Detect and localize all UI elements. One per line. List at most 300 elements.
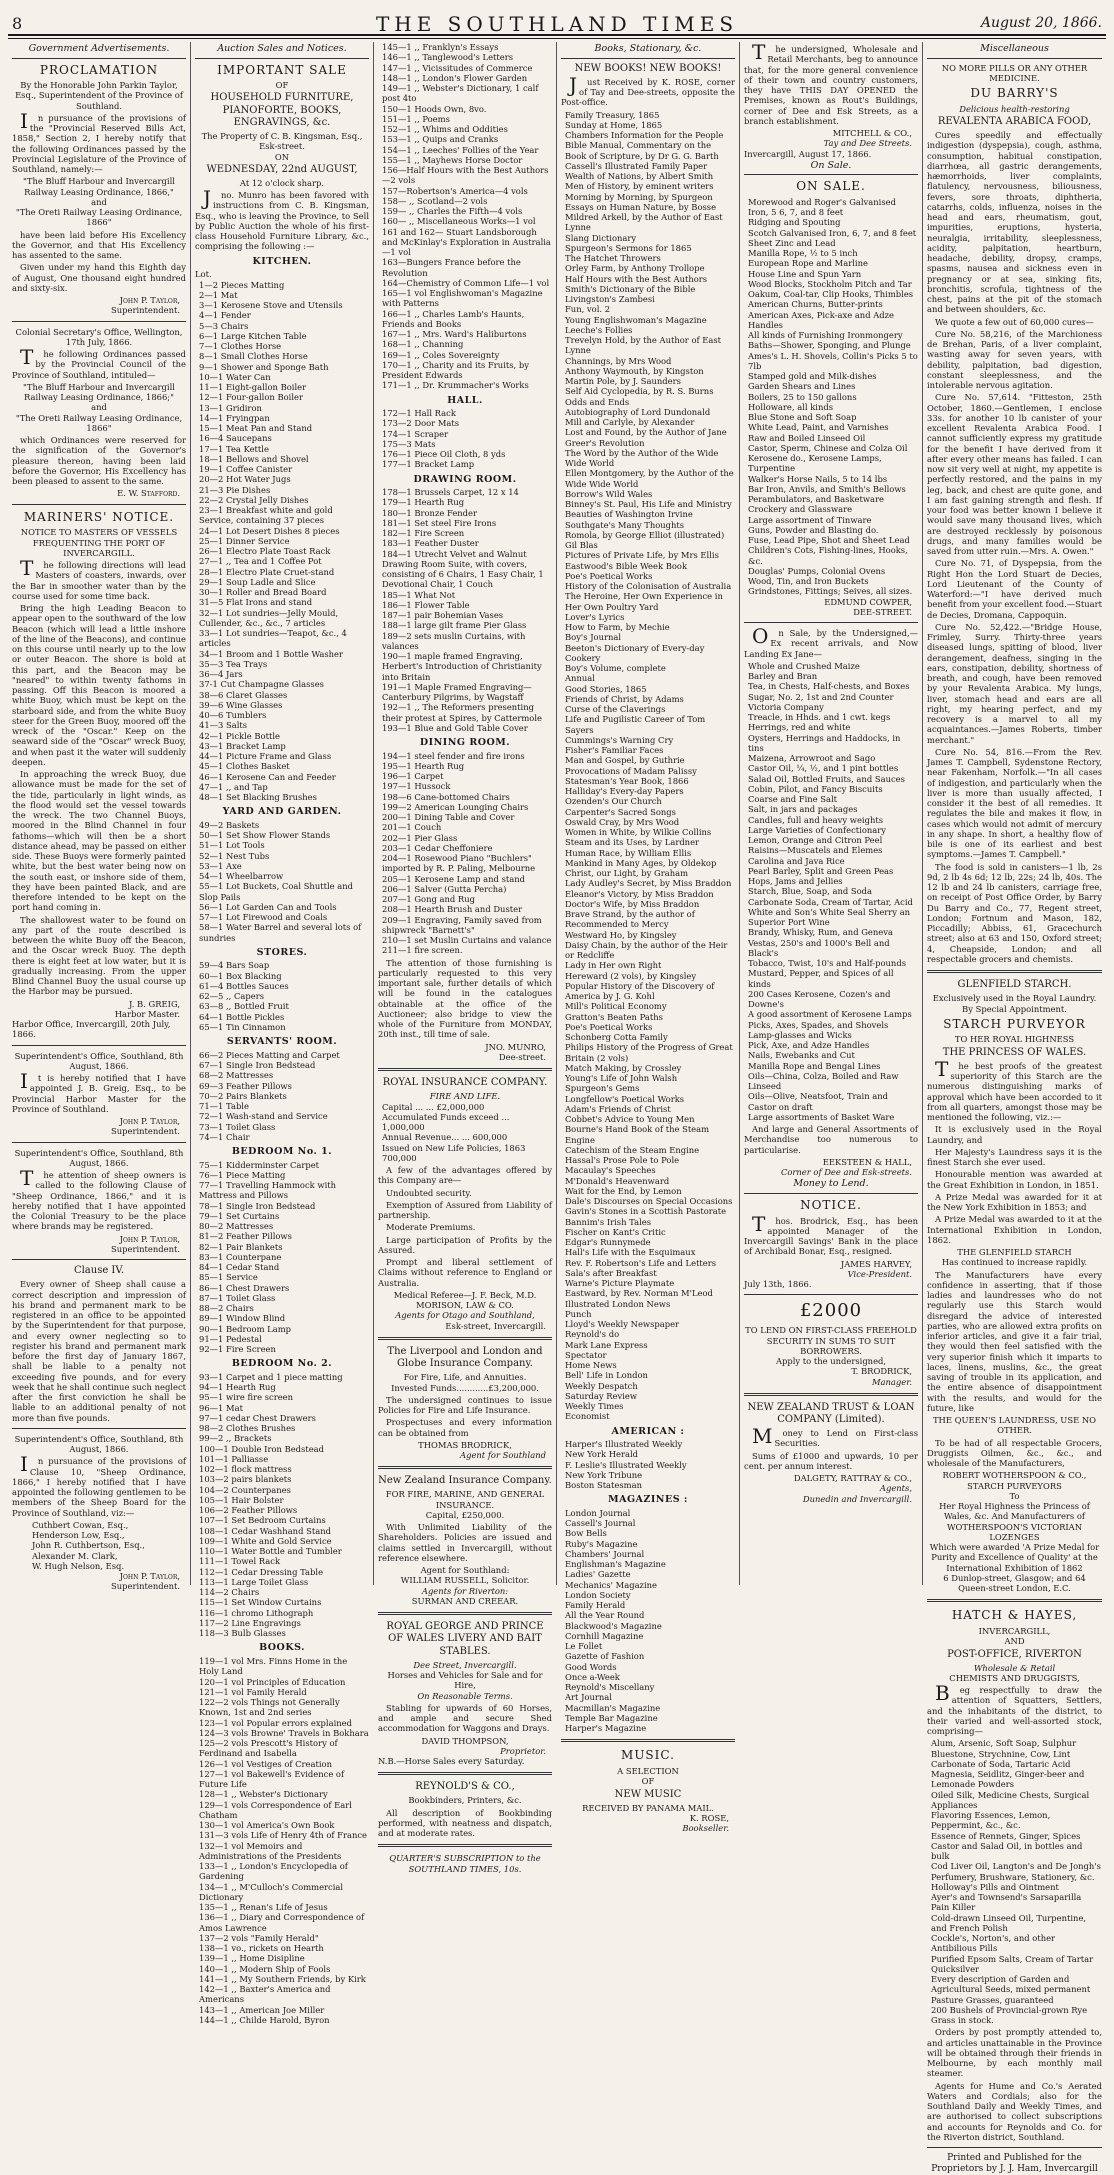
list-magazines (561, 1508, 735, 1734)
list-item: Flavoring Essences, Lemon, Peppermint, &c., &c. (931, 1810, 1051, 1831)
list-item: Alum, Arsenic, Soft Soap, Sulphur (931, 1738, 1077, 1749)
mariners-place: Harbor Office, Invercargill, 20th July, 1866. (12, 1019, 171, 1040)
dubarry-sub: Delicious health-restoring (959, 103, 1070, 114)
list-item: History of the Colonisation of Australia (565, 581, 732, 592)
list-item: Scotch Galvanised Iron, 6, 7, and 8 feet (748, 227, 917, 238)
list-item: Ruby's Magazine (565, 1538, 638, 1549)
nzi-capital: Capital, £250,000. (425, 1509, 505, 1520)
list-item: 33—1 Lot sundries—Teapot, &c., 4 articles (199, 628, 347, 649)
list-item: Romola, by George Elliot (illustrated) (565, 529, 725, 540)
list-item: Once a-Week (565, 1671, 620, 1682)
list-item: 118—3 Bulb Glasses (199, 1628, 286, 1639)
list-item: 70—2 Pairs Blankets (199, 1090, 287, 1101)
list-item: 2—1 Mat (199, 289, 238, 300)
royal-title: ROYAL INSURANCE COMPANY. (382, 1077, 548, 1089)
royal-george-nb: N.B.—Horse Sales every Saturday. (378, 1756, 525, 1767)
nzi-riverton: Agents for Riverton: (421, 1585, 509, 1596)
list-item: 62—5 ,, Capers (199, 991, 265, 1002)
list-item: Sala's after Breakfast (565, 1267, 657, 1278)
list-item: 140—1 ,, Modern Ship of Fools (199, 1963, 331, 1974)
list-item: American Churns, Butter-prints (748, 299, 883, 310)
list-item: Macmillan's Magazine (565, 1702, 661, 1713)
list-item: 12—1 Four-gallon Boiler (199, 392, 303, 403)
list-item: Daisy Chain, by the author of the Heir or Redcliffe (565, 939, 728, 961)
list-item: 152—1 ,, Whims and Oddities (382, 124, 508, 134)
list-item: Eastwood's Bible Week Book (565, 560, 688, 571)
music-line-4: RECEIVED BY PANAMA MAIL. (582, 1802, 714, 1813)
list-item: 105—1 Hair Bolster (199, 1494, 284, 1505)
issue-date: August 20, 1866. (980, 15, 1102, 31)
list-item: Channings, by Mrs Wood (565, 355, 672, 366)
list-item: Temple Bar Magazine (565, 1712, 658, 1723)
list-item: Chambers Information for the People (565, 130, 724, 141)
list-item: 94—1 Hearth Rug (199, 1382, 276, 1393)
royal-agents-3: Esk-street, Invercargill. (445, 1320, 546, 1331)
list-item: Punch (565, 1308, 592, 1319)
list-item: Oils—Olive, Neatsfoot, Train and Castor on draft (748, 1091, 889, 1112)
list-item: 209—1 Engraving, Family saved from shipwreck "Barnett's" (382, 914, 542, 935)
list-item: 60—1 Box Blacking (199, 970, 282, 981)
list-item: 200 Bushels of Provincial-grown Rye Grass in stock. (931, 2004, 1088, 2026)
list-item: Adam's Friends of Christ (565, 1103, 671, 1114)
royal-george-terms: On Reasonable Terms. (417, 1690, 513, 1701)
list-item: 183—1 Feather Duster (382, 538, 479, 549)
list-item: Sunday at Home, 1865 (565, 119, 663, 130)
list-item: 38—6 Claret Glasses (199, 689, 288, 700)
divider (927, 1599, 1102, 1602)
nzi-agent: Agent for Southland: (420, 1565, 510, 1576)
list-item: Beauties of Washington Irvine (565, 509, 693, 520)
list-item: Livingston's Zambesi (565, 294, 655, 305)
sale-of: OF (275, 80, 289, 91)
list-item: 51—1 Lot Tools (199, 840, 265, 851)
list-item: Walker's Horse Nails, 5 to 14 lbs (748, 473, 888, 484)
list-item: 159— ,, Charles the Fifth—4 vols (382, 206, 523, 216)
list-item: 89—1 Window Blind (199, 1313, 286, 1324)
list-item: Cure No. 71, of Dyspepsia, from the Right Hon the Lord Stuart de Decies, Lord Lieutenant of the County of Waterford:—"I have derived much benefit from your excellent food.—Stuart de Decies, Dromana, Cappoquin. (927, 558, 1102, 620)
list-item: Cure No. 54, 816.—From the Rev. James T. Campbell, Sydenstone Rectory, near Fakenham, Norfolk.—"In all cases of indigestion, and particularly when the liver is more than usually affected, I consider it the best of all remedies. It regulates the bile and makes it flow, in cases which would not admit of mercury in any shape. In short, a healthy flow of bile is one of its earliest and best symptoms.—James T. Campbell." (927, 746, 1102, 860)
nomore: NO MORE PILLS OR ANY OTHER MEDICINE. (941, 62, 1088, 83)
list-item: 111—1 Towel Rack (199, 1556, 281, 1567)
list-item: 208—1 Hearth Brush and Duster (382, 904, 523, 915)
list-on-sale-2 (744, 661, 918, 1122)
section-magazines: MAGAZINES : (608, 1494, 688, 1506)
list-item: 181—1 Set steel Fire Irons (382, 517, 497, 528)
colonial-body: The following Ordinances passed by the Provincial Council of the Province of Southland, intituled— (12, 345, 186, 380)
on-sale-2-intro: On Sale, by the Undersigned,— Ex recent arrivals, and Now Landing Ex Jane— (744, 624, 918, 659)
liverpool-role: Agent for Southland (460, 1450, 546, 1461)
list-item: 177—1 Bracket Lamp (382, 459, 475, 470)
supt1-role: Superintendent. (111, 1126, 180, 1137)
ordinance-2: "The Oreti Railway Leasing Ordinance, 1866" (15, 207, 183, 228)
liverpool-body: The undersigned continues to issue Policies for Fire and Life Insurance. (378, 1394, 552, 1416)
list-item: 157—Robertson's America—4 vols (382, 185, 528, 196)
list-item: Whole and Crushed Maize (748, 660, 860, 671)
list-item: 101—1 Palliasse (199, 1453, 269, 1464)
list-item: Harper's Magazine (565, 1723, 647, 1734)
list-item: 131—3 vols Life of Henry 4th of France (199, 1830, 367, 1841)
colonial-body-2: which Ordinances were reserved for the signification of the Governor's pleasure thereon, having been laid before the Governor, His Excellency has been pleased to assent to the same. (12, 435, 186, 487)
liverpool-sub: For Fire, Life, and Annuities. (403, 1372, 527, 1383)
list-item: 170—1 ,, Charity and its Fruits, by President Edwards (382, 359, 529, 380)
list-item: 174—1 Scraper (382, 428, 449, 439)
list-item: 64—1 Bottle Pickles (199, 1011, 285, 1022)
mariners-signature: J. B. GREIG, (129, 998, 180, 1009)
list-item: 187—1 pair Bohemian Vases (382, 610, 504, 621)
list-item: Superior Port Wine (748, 917, 830, 928)
list-item: 110—1 Water Bottle and Tumbler (199, 1546, 342, 1557)
list-item: 52—1 Nest Tubs (199, 850, 270, 861)
list-item: 184—1 Utrecht Velvet and Walnut Drawing Room Suite, with covers, consisting of 6 Chairs, 1 Easy Chair, 1 Devotional Chair, 1 Couch (382, 548, 544, 590)
list-item: 139—1 ,, Home Disipline (199, 1953, 305, 1964)
nztrust-sig: DALGETY, RATTRAY & CO., (793, 1473, 912, 1484)
list-item: 69—3 Feather Pillows (199, 1080, 292, 1091)
list-item: Weekly Times (565, 1401, 624, 1412)
list-item: 75—1 Kidderminster Carpet (199, 1159, 320, 1170)
list-item: 32—1 Lot sundries—Jelly Mould, Cullender, &c., &c., 7 articles (199, 607, 339, 628)
list-item: 128—1 ,, Webster's Dictionary (199, 1789, 328, 1800)
list-item: 44—1 Picture Frame and Glass (199, 751, 332, 762)
list-item: Self Aid Cyclopedia, by R. S. Burns (565, 386, 714, 397)
list-item: 8—1 Small Clothes Horse (199, 351, 308, 362)
supt1-body: It is hereby notified that I have appointed J. B. Greig, Esq., to be Provincial Harbor Master for the Province of Southland. (12, 1069, 186, 1114)
on-sale-2-close: And large and General Assortments of Merchandise too numerous to particularise. (744, 1124, 918, 1155)
list-item: 203—1 Cedar Cheffoniere (382, 842, 493, 853)
list-item: Cockle's, Norton's, and other Antibilious Pills (931, 1933, 1056, 1954)
list-item: Good Stories, 1865 (565, 683, 647, 694)
music-line-3: NEW MUSIC (614, 1788, 682, 1800)
list-item: Wood, Tin, and Iron Buckets (748, 576, 869, 587)
list-item: 154—1 ,, Leeches' Follies of the Year (382, 144, 539, 155)
list-item: Holloway's Pills and Ointment (931, 1881, 1059, 1892)
cowper-sig: EDMUND COWPER, (824, 596, 912, 607)
list-item: Fuse, Lead Pipe, Shot and Sheet Lead (748, 535, 910, 546)
list-item: Manilla Rope, ½ to 5 inch (748, 248, 858, 259)
royal-rows (378, 1102, 552, 1164)
glen-p2: It is exclusively used in the Royal Laundry, and (927, 1124, 1102, 1145)
member: Cuthbert Cowan, Esq., (32, 1519, 129, 1530)
music-line-2: OF (641, 1776, 655, 1787)
list-item: Dale's Discourses on Special Occasions (565, 1196, 733, 1207)
proclamation-body: In pursuance of the provisions of the "Provincial Reserved Bills Act, 1858," Section 2, I hereby notify that the following Ordinances passed by the Provincial Legislature of the Province of Southland, namely:— (12, 108, 186, 175)
list-cures (927, 329, 1102, 860)
list-item: 24—1 Lot Desert Dishes 8 pieces (199, 525, 340, 536)
signature: John P. Taylor, (119, 295, 180, 306)
divider (927, 2147, 1102, 2148)
list-item: Bar Iron, Anvils, and Smith's Bellows (748, 483, 906, 494)
list-item: Cobbet's Advice to Young Men (565, 1114, 695, 1125)
proclamation-by: By the Honorable John Parkin Taylor, Esq., Superintendent of the Province of Southland. (15, 80, 183, 111)
list-item: 142—1 ,, Baxter's America and Americans (199, 1984, 331, 2005)
colonial-and: and (91, 402, 107, 413)
royal-george-sig: DAVID THOMPSON, (421, 1735, 509, 1746)
list-item: Stamped gold and Milk-dishes (748, 371, 877, 382)
list-item: 7—1 Clothes Horse (199, 341, 282, 352)
sale-what: HOUSEHOLD FURNITURE, PIANOFORTE, BOOKS, ENGRAVINGS, &c. (210, 92, 354, 128)
list-item: Women in White, by Wilkie Collins (565, 827, 712, 838)
list-item: 196—1 Carpet (382, 771, 444, 782)
list-item: White and Son's White Seal Sherry an (748, 906, 911, 917)
sale-intro: Jno. Munro has been favored with instructions from C. B. Kingsman, Esq., who is leaving the Province, to Sell by Public Auction the whole of his first-class Household Furniture Library, &c., comprising the following :— (195, 186, 369, 252)
list-american (561, 1439, 735, 1490)
list-item: 193—1 Blue and Gold Table Cover (382, 722, 528, 733)
glen-queen: THE QUEEN'S LAUNDRESS, USE NO OTHER. (932, 1415, 1097, 1436)
list-item: Wealth of Nations, by Albert Smith (565, 171, 714, 182)
glenfield-by: By Special Appointment. (962, 1003, 1067, 1014)
glen-addr: 6 Dunlop-street, Glasgow; and 64 Queen-street London, E.C. (943, 1572, 1086, 1594)
list-item: 20—2 Hot Water Jugs (199, 474, 291, 485)
list-item: Cod Liver Oil, Langton's and De Jongh's (931, 1861, 1101, 1872)
list-item: 72—1 Wash-stand and Service (199, 1111, 328, 1122)
lot-label: Lot. (195, 269, 212, 280)
list-item: Carpenter's Sacred Songs (565, 806, 676, 817)
list-item: 104—2 Counterpanes (199, 1484, 291, 1495)
list-item: Cassell's Illustrated Family Paper (565, 160, 708, 171)
hatch-p1: Beg respectfully to draw the attention of Squatters, Settlers, and the inhabitants of the district, to their varied and well-assorted stock, comprising— (927, 1681, 1102, 1737)
list-item: 27—1 ,, Tea and 1 Coffee Pot (199, 556, 322, 567)
divider (12, 1259, 186, 1260)
mariners-p4: The shallowest water to be found on any part of the route described is between the white Buoy off the Beacon, and the Oscar wreck Buoy. The depth there is eight feet at low water, but it is gradually increasing. From the upper Blind Channel Buoy the usual course up the Harbor may be pursued. (12, 914, 186, 997)
list-item: 176—1 Piece Oil Cloth, 8 yds (382, 449, 506, 460)
list-item: Chambers' Journal (565, 1548, 645, 1559)
auctioneer-loc: Dee-street. (498, 1051, 546, 1062)
list-item: Weekly Despatch (565, 1380, 638, 1391)
list-item: 124—3 vols Browne' Travels in Bokhara (199, 1727, 369, 1738)
list-item: 53—1 Axe (199, 860, 242, 871)
list-item: Salt, in jars and packages (748, 804, 858, 815)
list-item: Oswald Cray, by Mrs Wood (565, 816, 680, 827)
list-item: Coarse and Fine Salt (748, 794, 838, 805)
column-header: Miscellaneous (927, 42, 1102, 59)
list-item: 42—1 Pickle Bottle (199, 730, 280, 741)
list-item: 45—1 Clothes Basket (199, 761, 290, 772)
list-item: 79—1 Set Curtains (199, 1210, 280, 1221)
list-on-sale (744, 197, 918, 597)
list-item: 11—1 Eight-gallon Boiler (199, 382, 307, 393)
list-item: 36—4 Jars (199, 669, 243, 680)
list-item: 108—1 Cedar Washhand Stand (199, 1525, 331, 1536)
liverpool-title: The Liverpool and London and Globe Insurance Company. (387, 1345, 543, 1370)
section-hall: HALL. (447, 394, 483, 406)
royal-p1: A few of the advantages offered by this Company are— (378, 1165, 552, 1186)
list-item: 4—1 Fender (199, 310, 251, 321)
list-item: Schonberg Cotta Family (565, 1032, 668, 1043)
glen-p5: A Prize Medal was awarded for it at the New York Exhibition in 1853; and (927, 1191, 1102, 1213)
list-item: 164—Chemistry of Common Life—1 vol (382, 277, 550, 288)
list-item: 82—1 Pair Blankets (199, 1241, 283, 1252)
list-item: Westward Ho, by Kingsley (565, 929, 677, 940)
nzi-agent-name: WILLIAM RUSSELL, Solicitor. (400, 1575, 530, 1586)
divider (378, 1337, 552, 1340)
list-item: Bible Manual, Commentary on the Book of Scripture, by Dr G. G. Barth (565, 140, 719, 161)
list-item: 182—1 Fire Screen (382, 528, 465, 539)
list-item: Lloyd's Weekly Newspaper (565, 1319, 680, 1330)
list-item: Gil Blas (565, 540, 598, 551)
list-item: Young Englishwoman's Magazine (565, 314, 707, 325)
list-item: Ames's L. H. Shovels, Collin's Picks 5 to 7lb (748, 350, 918, 371)
list-item: Leeche's Follies (565, 324, 633, 335)
list-item: Boston Statesman (565, 1480, 643, 1491)
divider (12, 1045, 186, 1046)
list-item: Treacle, in Hhds. and 1 cwt. kegs (748, 712, 891, 723)
proclamation-title: PROCLAMATION (39, 62, 159, 77)
list-item: 107—1 Set Bedroom Curtains (199, 1515, 326, 1526)
list-item: Lady in Her own Right (565, 960, 662, 971)
list-item: 207—1 Gong and Rug (382, 894, 475, 905)
list-item: Baths—Shower, Sponging, and Plunge (748, 340, 911, 351)
list-item: Lemon, Orange and Citron Peel (748, 835, 883, 846)
glen-p7: The Manufacturers have every confidence in asserting, that if those ladies and laundresses who do not regularly use this Starch would disregard the advice of interested parties, who are allowed extra profits on inferior articles, and give it a fair trial, they would then feel satisfied with the very superior finish which it imparts to laces, linens, muslins, &c., the great saving of trouble in its application, and the entire absence of disappointment with the results, and would for the future, like (927, 1269, 1102, 1413)
column-books (557, 42, 740, 1834)
supt2-role: Superintendent. (111, 1243, 180, 1254)
list-item: 86—1 Chest Drawers (199, 1282, 290, 1293)
reynold-title: REYNOLD'S & CO., (415, 1781, 515, 1793)
supt3-role: Superintendent. (111, 1581, 180, 1592)
list-item: Large assortments of Basket Ware (748, 1111, 895, 1122)
hatch-po: POST-OFFICE, RIVERTON (947, 1648, 1082, 1660)
lend-amount: £2000 (799, 1300, 863, 1322)
mitchell-date: Invercargill, August 17, 1866. (744, 148, 872, 159)
list-item: Lamp-glasses and Wicks (748, 1029, 852, 1040)
list-item: 48—1 Set Blacking Brushes (199, 792, 317, 803)
list-item: 141—1 ,, My Southern Friends, by Kirk (199, 1973, 366, 1984)
list-item: 116—1 chromo Lithograph (199, 1607, 314, 1618)
list-item: 88—2 Chairs (199, 1303, 254, 1314)
list-books-cont (378, 42, 552, 391)
list-item: Guns, Powder and Blasting do. (748, 524, 879, 535)
glenfield-title: GLENFIELD STARCH. (957, 979, 1072, 991)
list-item: London Society (565, 1589, 631, 1600)
list-item: 3—1 Kerosene Stove and Utensils (199, 300, 343, 311)
list-item: Barley and Bran (748, 671, 818, 682)
list-item: 119—1 vol Mrs. Finns Home in the Holy Land (199, 1656, 348, 1677)
list-item: Perfumery, Brushware, Stationery, &c. (931, 1871, 1095, 1882)
list-item: Philips History of the Progress of Great Britain (2 vols) (565, 1042, 733, 1063)
glen-p9: Her Royal Highness the Princess of Wales, &c. And Manufacturers of (939, 1501, 1090, 1522)
list-item: 150—1 Hoods Own, 8vo. (382, 103, 487, 114)
list-item: 156—Half Hours with the Best Authors—2 vols (382, 165, 549, 186)
royal-george-title: ROYAL GEORGE AND PRINCE OF WALES LIVERY AND BAIT STABLES. (386, 1621, 544, 1657)
list-item: Oils—China, Colza, Boiled and Raw Linseed (748, 1070, 899, 1092)
list-item: Longfellow's Poetical Works (565, 1093, 685, 1104)
lend-sig: T. BRODRICK, (851, 1366, 912, 1377)
list-item: Kerosene do., Kerosene Lamps, Turpentine (748, 453, 882, 474)
list-item: Warne's Picture Playmate (565, 1278, 675, 1289)
list-item: 188—1 large gilt frame Pier Glass (382, 620, 527, 631)
mariners-p3: In approaching the wreck Buoy, due allowance must be made for the set of the tide, particularly in light winds, as the flood would set the vessel towards the wreck. The two Channel Buoys, moored in the Blind Channel in four fathoms—which will then be a short distance ahead, may be passed on either side. These Buoys were formerly painted white, but the best water being now on the south east, or inshore side of them, they have been painted Black, and are therefore intended to be kept on the port hand coming in. (12, 769, 186, 913)
ordinance-and: and (91, 196, 107, 207)
list-item: 37-1 Cut Champagne Glasses (199, 679, 324, 690)
list-item: 123—1 vol Popular errors explained (199, 1717, 352, 1728)
list-item: Man and Gospel, by Guthrie (565, 755, 685, 766)
glen-p4: Honourable mention was awarded at the Great Exhibition in London, in 1851. (927, 1169, 1102, 1190)
hatch-title: HATCH & HAYES, (951, 1608, 1078, 1623)
list-stores (195, 960, 369, 1032)
column-header: Books, Stationary, &c. (561, 42, 735, 59)
list-item: Bow Bells (565, 1528, 607, 1539)
purveyor: STARCH PURVEYOR (943, 1016, 1086, 1031)
list-item: 23—1 Breakfast white and gold Service, containing 37 pieces (199, 505, 333, 526)
divider (744, 1294, 918, 1295)
list-item: Saturday Review (565, 1390, 638, 1401)
mitchell-body: The undersigned, Wholesale and Retail Merchants, beg to announce that, for the more general convenience of their town and country customers, they have THIS DAY OPENED the Premises, known as Rout's Buildings, corner of Dee and Esk Streets, as a branch establishment. (744, 40, 918, 126)
section-books: BOOKS. (259, 1642, 305, 1654)
list-item: Mustard, Pepper, and Spices of all kinds (748, 968, 894, 989)
list-item: Orley Farm, by Anthony Trollope (565, 263, 705, 274)
mitchell-sig: MITCHELL & CO., (832, 128, 912, 138)
list-item: Crockery and Glassware (748, 504, 853, 515)
list-item: 43—1 Bracket Lamp (199, 740, 286, 751)
list-item: Carolina and Java Rice (748, 855, 845, 866)
list-item: Reynold's Miscellany (565, 1682, 655, 1693)
list-item: 31—5 Flat Irons and stand (199, 597, 313, 608)
list-item: 211—1 fire screen. (382, 945, 463, 956)
divider (744, 622, 918, 623)
divider (12, 504, 186, 505)
list-item: 160— ,, Miscellaneous Works—1 vol (382, 216, 536, 227)
list-item: 25—1 Dinner Service (199, 535, 290, 546)
list-item: Illustrated London News (565, 1298, 671, 1309)
section-dining: DINING ROOM. (419, 737, 511, 749)
list-item: Pain Killer (931, 1902, 976, 1913)
notice-date: July 13th, 1866. (744, 1279, 812, 1290)
list-item: Spurgeon's Gems (565, 1083, 640, 1094)
list-item: 151—1 ,, Poems (382, 113, 450, 124)
ordinance-1: "The Bluff Harbour and Invercargill Railway Leasing Ordinance, 1866," (23, 176, 175, 197)
section-servants: SERVANTS' ROOM. (226, 1036, 338, 1048)
nzi-title: New Zealand Insurance Company. (378, 1475, 552, 1487)
list-item: Rev. F. Robertson's Life and Letters (565, 1257, 717, 1268)
list-item: Hall's Life with the Esquimaux (565, 1247, 696, 1258)
list-item: 55—1 Lot Buckets, Coal Shuttle and Slop Pails (199, 881, 353, 902)
list-item: 46—1 Kerosene Can and Feeder (199, 771, 336, 782)
list-item: 169—1 ,, Coles Sovereignty (382, 349, 500, 360)
list-item: Candles, full and heavy weights (748, 814, 884, 825)
list-item: Purified Epsom Salts, Cream of Tartar Quicksilver (931, 1953, 1094, 1974)
list-item: Good Words (565, 1661, 617, 1672)
list-item: 125—2 vols Prescott's History of Ferdinand and Isabella (199, 1738, 338, 1759)
list-item: Autobiography of Lord Dundonald (565, 406, 711, 417)
list-item: Eastward, by Rev. Norman M'Leod (565, 1288, 713, 1299)
list-item: Poe's Poetical Works (565, 1021, 653, 1032)
list-item: 66—2 Pieces Matting and Carpet (199, 1049, 340, 1060)
section-stores: STORES. (256, 946, 308, 958)
list-item: Mildred Arkell, by the Author of East Lynne (565, 212, 723, 233)
list-item: Family Herald (565, 1600, 626, 1611)
list-item: 39—6 Wine Glasses (199, 699, 283, 710)
list-item: American Axes, Pick-axe and Adze Handles (748, 309, 895, 330)
list-item: 10—1 Water Can (199, 371, 271, 382)
nztrust-role: Agents, (879, 1483, 912, 1494)
royal-p3: Exemption of Assured from Liability of partnership. (378, 1199, 552, 1221)
hatch-p2: Orders by post promptly attended to, and articles unattainable in the Province will be obtained through their friends in Melbourne, by each monthly mail steamer. (927, 2027, 1102, 2079)
list-item: 189—2 sets muslin Curtains, with valances (382, 630, 526, 651)
list-item: Gratton's Beaten Paths (565, 1011, 663, 1022)
dubarry: DU BARRY'S (970, 86, 1059, 101)
list-item: Martin Pole, by J. Saunders (565, 376, 681, 387)
colonial-ord-1: "The Bluff Harbour and Invercargill Railway Leasing Ordinance, 1866;" (23, 381, 175, 403)
list-item: Brave Strand, by the author of Recommended to Mercy (565, 909, 695, 930)
divider (744, 1393, 918, 1396)
section-head-money: Money to Lend. (744, 1177, 918, 1194)
list-item: Gavin's Stones in a Scottish Pastorate (565, 1206, 727, 1217)
list-item: Art Journal (565, 1692, 612, 1703)
list-item: Family Treasury, 1865 (565, 109, 660, 120)
list-item: Holloware, all kinds (748, 401, 834, 412)
list-item: Sugar, No. 2, 1st and 2nd Counter Victoria Company (748, 691, 894, 712)
music-role: Bookseller. (682, 1823, 729, 1834)
list-drawing (378, 487, 552, 733)
